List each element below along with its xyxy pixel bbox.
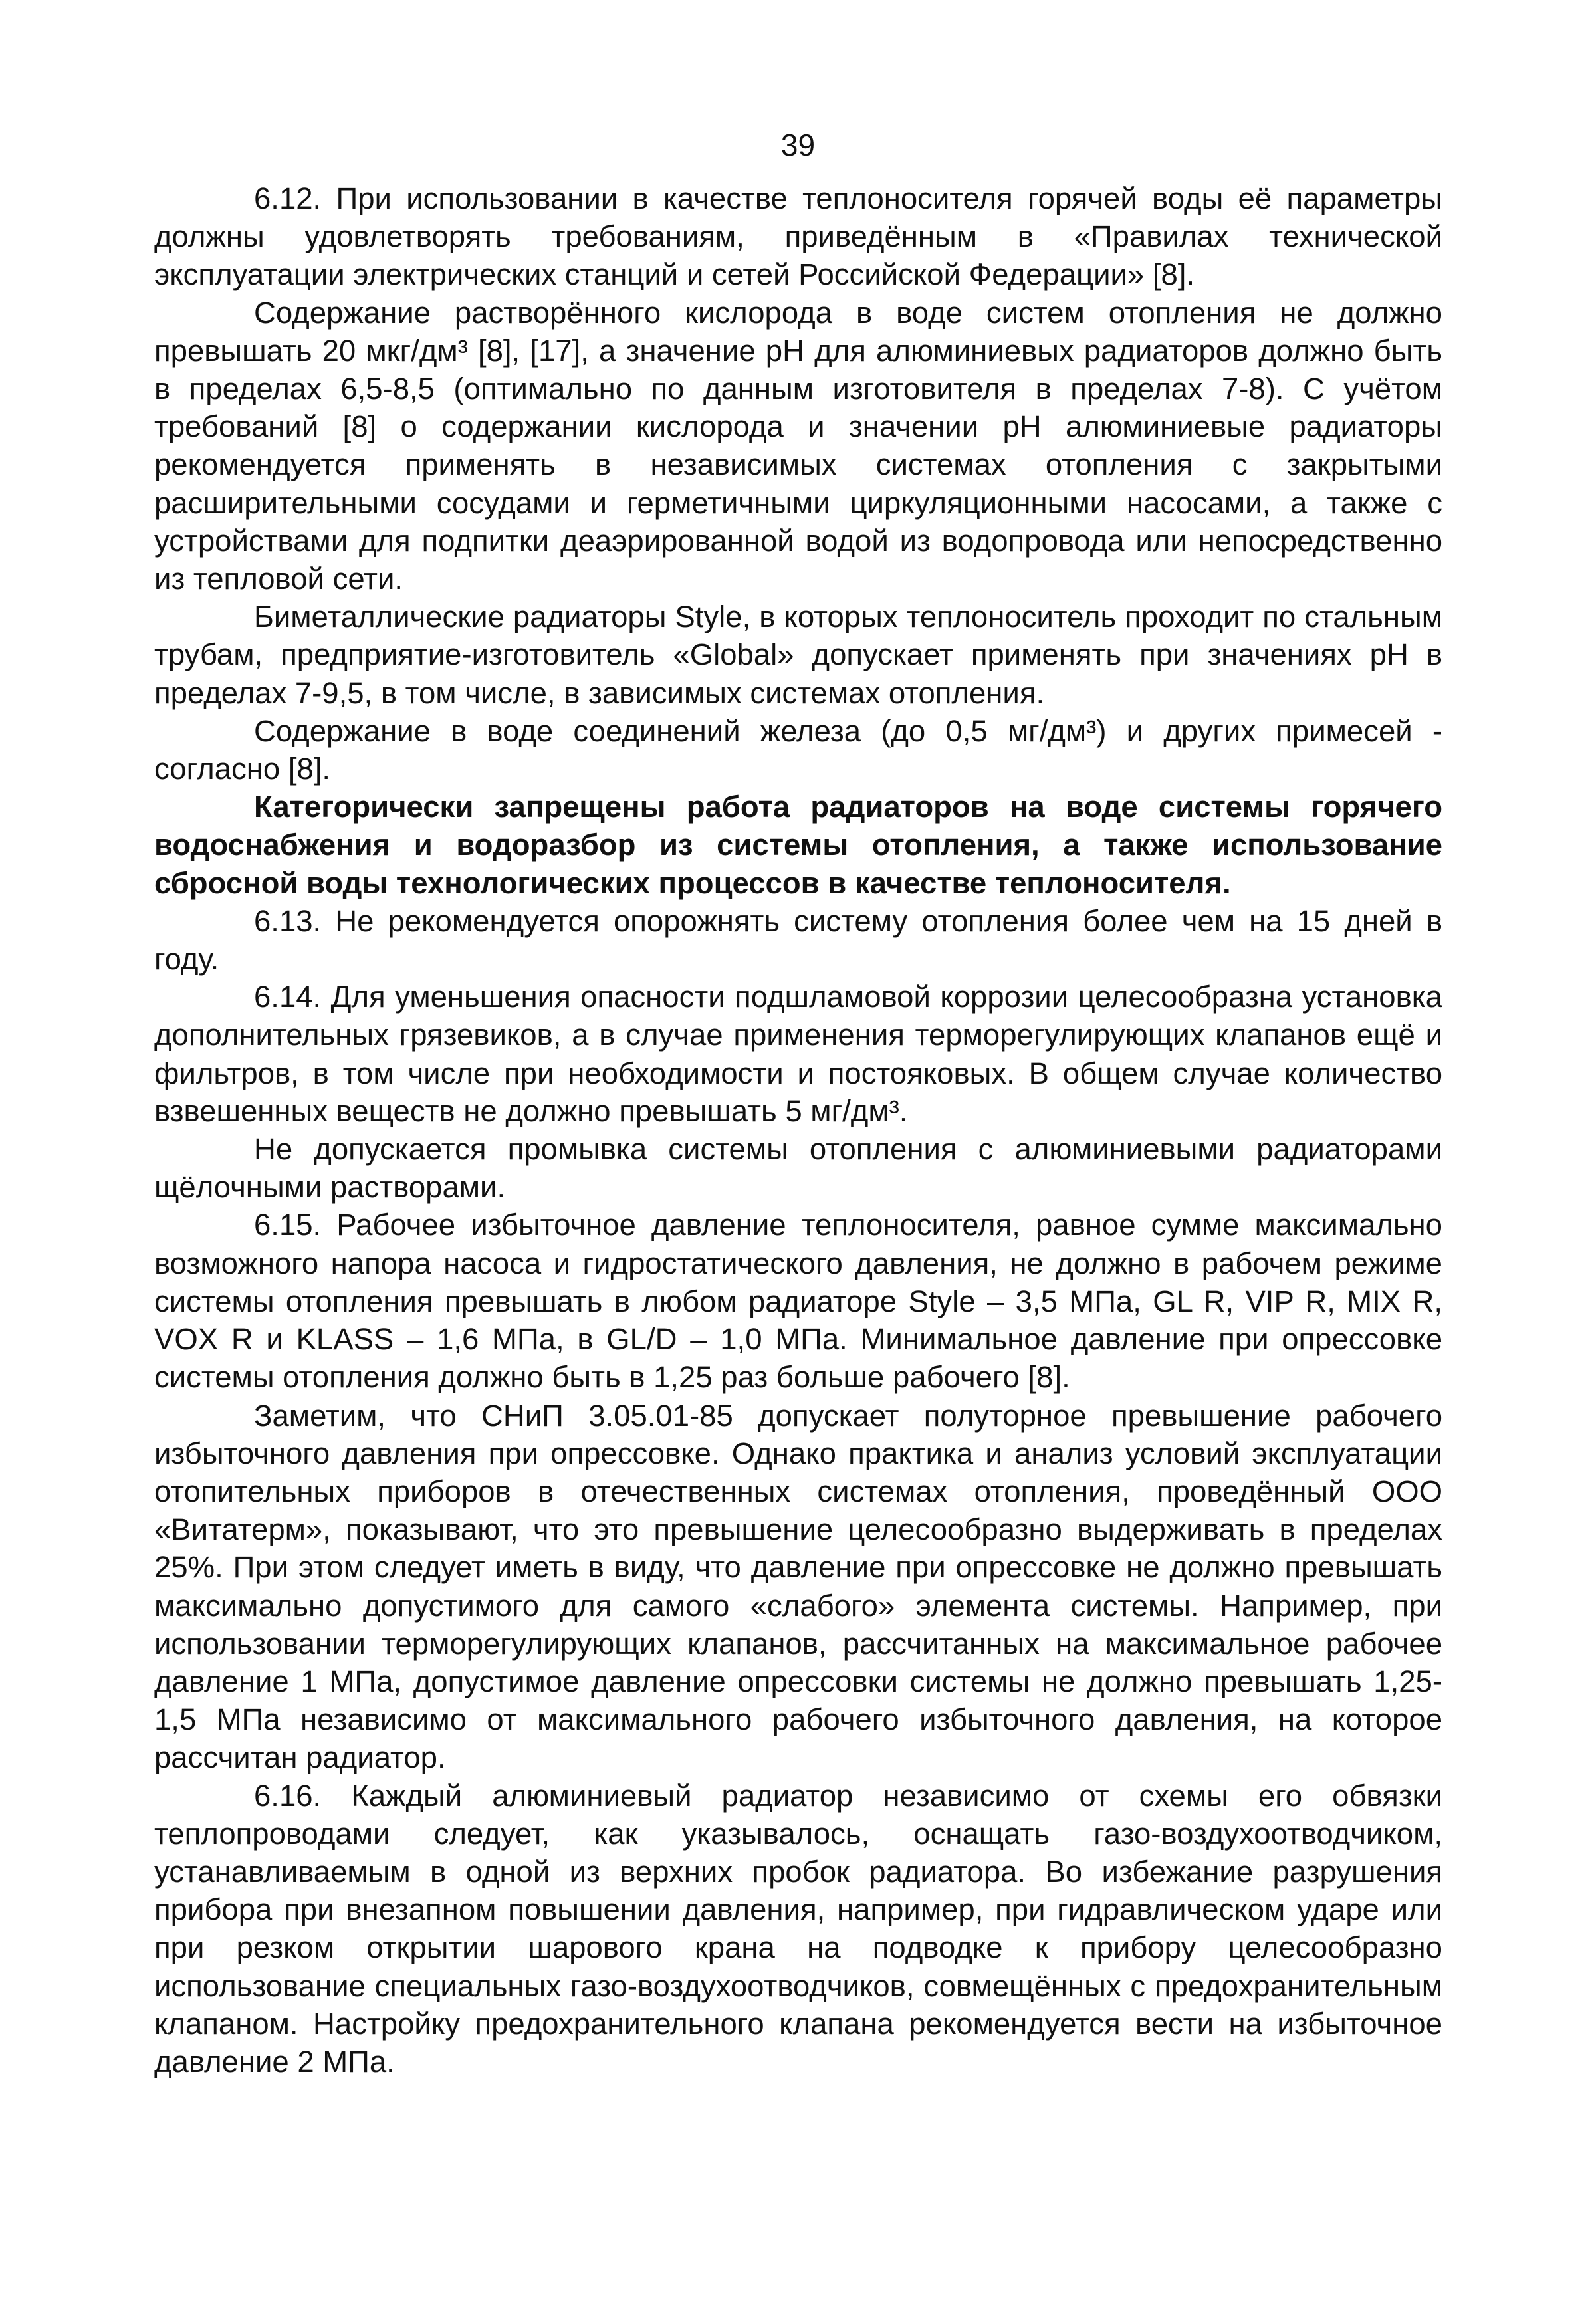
paragraph-6-15: 6.15. Рабочее избыточное давление теплоносителя, равное сумме максимально возможного напора насоса и гидростатического давления, не должно в рабочем режиме системы отопления превышать в любом радиаторе Style – 3,5 МПа, GL R, VIP R, MIX R, VOX R и KLASS – 1,6 МПа, в GL/D – 1,0 МПа. Минимальное давление при опрессовке системы отопления должно быть в 1,25 раз больше рабочего [8]. bbox=[154, 1208, 1442, 1395]
paragraph-6-13: 6.13. Не рекомендуется опорожнять систему отопления более чем на 15 дней в году. bbox=[154, 903, 1442, 977]
paragraph-alkaline-flushing: Не допускается промывка системы отопления с алюминиевыми радиаторами щёлочными растворами. bbox=[154, 1132, 1442, 1205]
paragraph-prohibition-warning: Категорически запрещены работа радиаторов на воде системы горячего водоснабжения и водоразбор из системы отопления, а также использование сбросной воды технологических процессов в качестве теплоносителя. bbox=[154, 790, 1442, 900]
paragraph-oxygen-content: Содержание растворённого кислорода в воде систем отопления не должно превышать 20 мкг/дм³ [8], [17], а значение рН для алюминиевых радиаторов должно быть в пределах 6,5-8,5 (оптимально по данным изготовителя в пределах 7-8). С учётом требований [8] о содержании кислорода и значении рН алюминиевые радиаторы рекомендуется применять в независимых системах отопления с закрытыми расширительными сосудами и герметичными циркуляционными насосами, а также с устройствами для подпитки деаэрированной водой из водопровода или непосредственно из тепловой сети. bbox=[154, 295, 1442, 596]
paragraph-iron-content: Содержание в воде соединений железа (до 0,5 мг/дм³) и других примесей - согласно [8]. bbox=[154, 713, 1442, 786]
page-number: 39 bbox=[780, 128, 816, 162]
paragraph-snip-note: Заметим, что СНиП 3.05.01-85 допускает полуторное превышение рабочего избыточного давления при опрессовке. Однако практика и анализ условий эксплуатации отопительных приборов в отечественных системах отопления, проведённый ООО «Витатерм», показывают, что это превышение целесообразно выдерживать в пределах 25%. При этом следует иметь в виду, что давление при опрессовке не должно превышать максимально допустимого для самого «слабого» элемента системы. Например, при использовании терморегулирующих клапанов, рассчитанных на максимальное рабочее давление 1 МПа, допустимое давление опрессовки системы не должно превышать 1,25-1,5 МПа независимо от максимального рабочего избыточного давления, на которое рассчитан радиатор. bbox=[154, 1398, 1442, 1775]
paragraph-6-14: 6.14. Для уменьшения опасности подшламовой коррозии целесообразна установка дополнительных грязевиков, а в случае применения терморегулирующих клапанов ещё и фильтров, в том числе при необходимости и постояковых. В общем случае количество взвешенных веществ не должно превышать 5 мг/дм³. bbox=[154, 980, 1442, 1128]
page-body bbox=[154, 179, 1442, 2081]
paragraph-bimetal-radiators: Биметаллические радиаторы Style, в которых теплоноситель проходит по стальным трубам, предприятие-изготовитель «Global» допускает применять при значениях рН в пределах 7-9,5, в том числе, в зависимых системах отопления. bbox=[154, 600, 1442, 710]
paragraph-6-12: 6.12. При использовании в качестве теплоносителя горячей воды её параметры должны удовлетворять требованиям, приведённым в «Правилах технической эксплуатации электрических станций и сетей Российской Федерации» [8]. bbox=[154, 181, 1442, 292]
paragraph-6-16: 6.16. Каждый алюминиевый радиатор независимо от схемы его обвязки теплопроводами следует, как указывалось, оснащать газо-воздухоотводчиком, устанавливаемым в одной из верхних пробок радиатора. Во избежание разрушения прибора при внезапном повышении давления, например, при гидравлическом ударе или при резком открытии шарового крана на подводке к прибору целесообразно использование специальных газо-воздухоотводчиков, совмещённых с предохранительным клапаном. Настройку предохранительного клапана рекомендуется вести на избыточное давление 2 МПа. bbox=[154, 1778, 1442, 2079]
